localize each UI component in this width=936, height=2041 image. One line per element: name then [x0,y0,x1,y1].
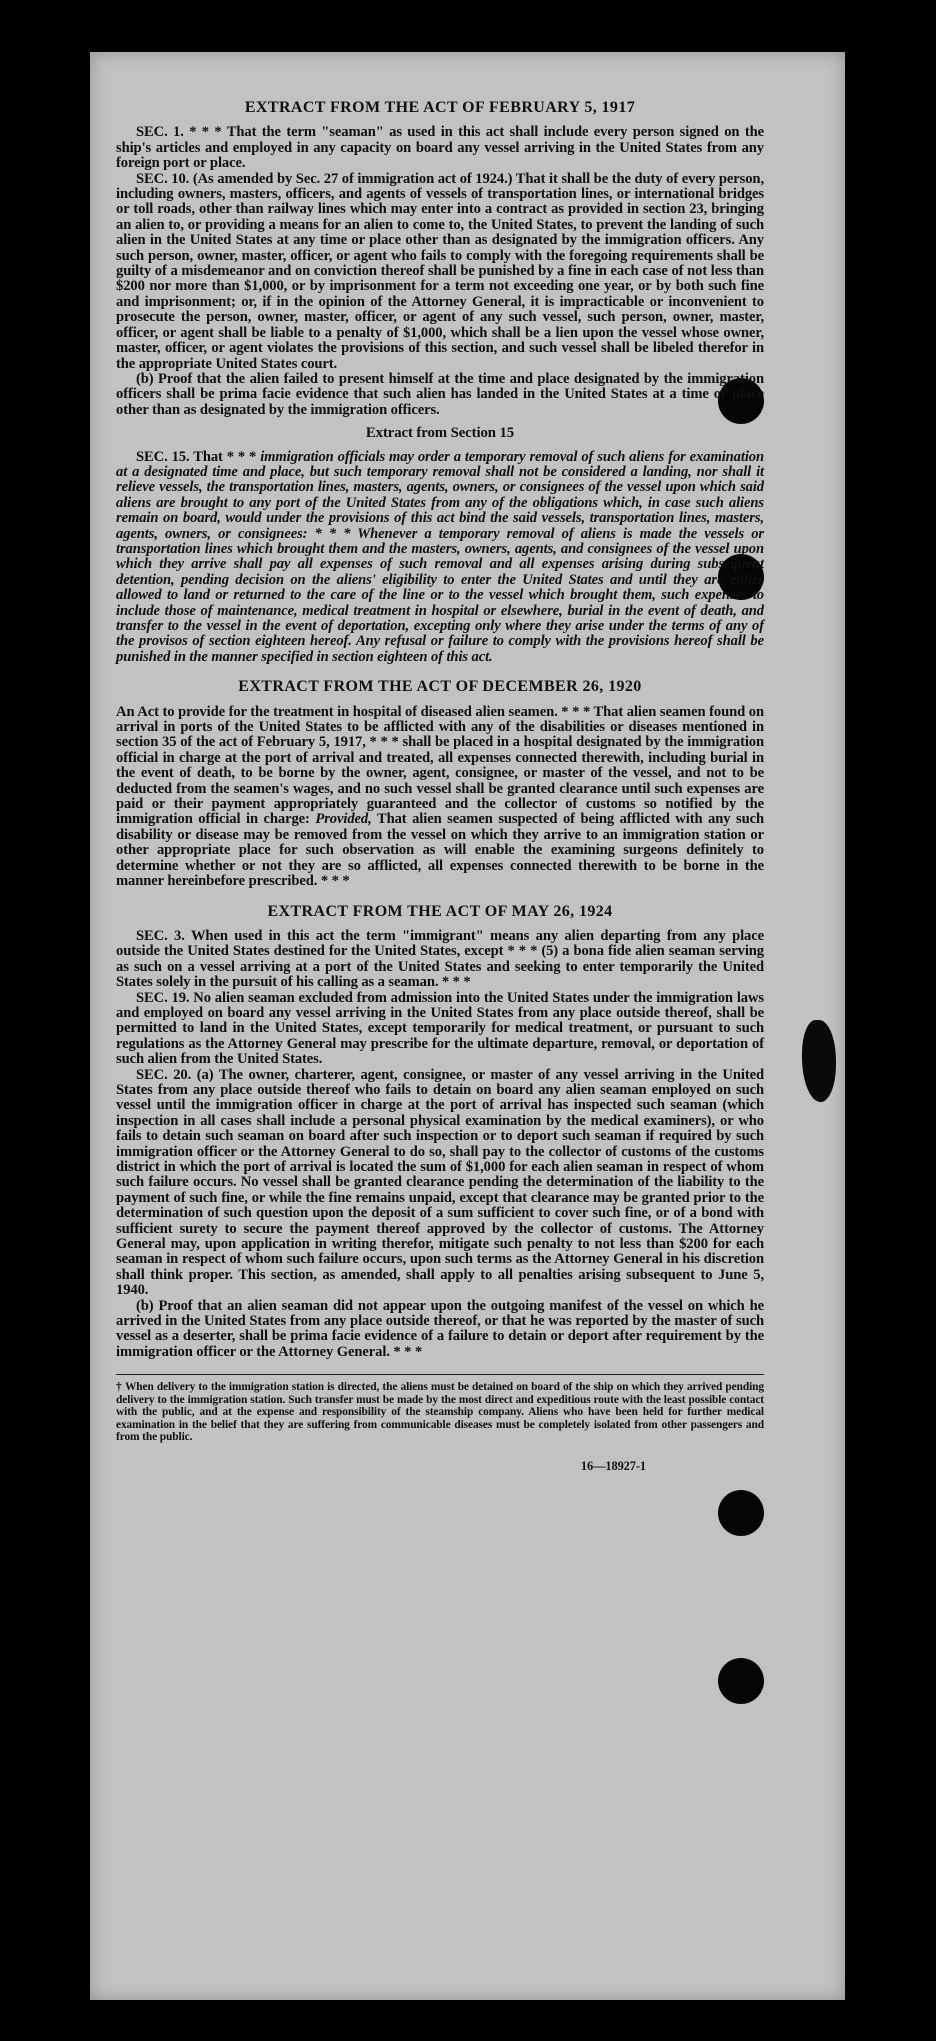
edge-tear [802,1020,836,1102]
heading-act-1917: EXTRACT FROM THE ACT OF FEBRUARY 5, 1917 [244,99,636,116]
heading-act-1924: EXTRACT FROM THE ACT OF MAY 26, 1924 [267,902,613,920]
section-15-paragraph [116,450,764,666]
section-15-italic-text: immigration officials may order a temporary removal of such aliens for examination at a designated time and place, but such temporary removal shall not be considered a landing, nor shall it relieve vessels, the transportation lines, masters, agents, owners, or consignees of the vessel upon which said aliens are brought to any port of the United States from any of the obligations which, in case such aliens remain on board, would under the provisions of this act bind the said vessels, transportation lines, masters, agents, owners, or consignees: * * * Whenever a temporary removal of aliens is made the vessels or transportation lines which brought them and the masters, owners, agents, and consignees of the vessel upon which they arrive shall pay all expenses of such removal and all expenses arising during subsequent detention, pending decision on the aliens' eligibility to enter the United States and until they are either allowed to land or returned to the care of the line or to the vessel which brought them, such expenses to include those of maintenance, medical treatment in hospital or elsewhere, burial in the event of death, and transfer to the vessel in the event of deportation, excepting only where they arise under the terms of any of the provisos of section eighteen hereof. Any refusal or failure to comply with the provisions hereof shall be punished in the manner specified in section eighteen of this act. [116,448,764,665]
section-15-lead: SEC. 15. That * * * [136,448,257,465]
section-1-paragraph: SEC. 1. * * * That the term "seaman" as used in this act shall include every person signed on the ship's articles and employed in any capacity on board any vessel arriving in the United States from any foreign port or place. [116,124,764,172]
document-text [116,96,764,1475]
heading-act-1920: EXTRACT FROM THE ACT OF DECEMBER 26, 1920 [238,678,642,696]
section-10-paragraph: SEC. 10. (As amended by Sec. 27 of immigration act of 1924.) That it shall be the duty of every person, including owners, masters, officers, and agents of vessels of transportation lines, or international bridges or toll roads, other than railway lines which may enter into a contract as provided in section 23, bringing an alien to, or providing a means for an alien to come to, the United States, to prevent the landing of such alien in the United States at any time or place other than as designated by the immigration officers. Any such person, owner, master, officer, or agent who fails to comply with the foregoing requirements shall be guilty of a misdemeanor and on conviction thereof shall be punished by a fine in each case of not less than $200 nor more than $1,000, or by imprisonment for a term not exceeding one year, or by both such fine and imprisonment; or, if in the opinion of the Attorney General, it is impracticable or inconvenient to prosecute the person, owner, master, officer, or agent of any such vessel, such person, owner, master, officer, or agent shall be liable to a penalty of $1,000, which shall be a lien upon the vessel whose owner, master, officer, or agent violates the provisions of this section, and such vessel shall be libeled therefor in the appropriate United States court. [116,170,764,372]
section-20a-paragraph: SEC. 20. (a) The owner, charterer, agent, consignee, or master of any vessel arriving in the United States from any place outside thereof who fails to detain on board any alien seaman employed on such vessel until the immigration officer in charge at the port of arrival has inspected such seaman (which inspection in all cases shall include a personal physical examination by the medical examiners), or who fails to detain such seaman on board after such inspection or to deport such seaman if required by such immigration officer or the Attorney General to do so, shall pay to the collector of customs of the customs district in which the port of arrival is located the sum of $1,000 for each alien seaman in respect of whom such failure occurs. No vessel shall be granted clearance pending the determination of the liability to the payment of such fine, or while the fine remains unpaid, except that clearance may be granted prior to the determination of such question upon the deposit of a sum sufficient to cover such fine, or of a bond with sufficient surety to secure the payment thereof approved by the collector of customs. The Attorney General may, upon application in writing therefor, mitigate such penalty to not less than $200 for each seaman in respect of whom such failure occurs, upon such terms as the Attorney General in his discretion shall think proper. This section, as amended, shall apply to all penalties arising subsequent to June 5, 1940. [116,1066,764,1299]
section-10b-paragraph: (b) Proof that the alien failed to present himself at the time and place designated by the immigration officers shall be prima facie evidence that such alien has landed in the United States at a time or place other than as designated by the immigration officers. [116,370,764,418]
section-3-paragraph: SEC. 3. When used in this act the term "immigrant" means any alien departing from any place outside the United States destined for the United States, except * * * (5) a bona fide alien seaman serving as such on a vessel arriving at a port of the United States and seeking to enter temporarily the United States solely in the pursuit of his calling as a seaman. * * * [116,927,764,991]
punch-hole [718,1490,764,1536]
footnote-divider [116,1374,764,1375]
form-number: 16—18927-1 [580,1459,646,1474]
subheading-section-15: Extract from Section 15 [365,425,515,442]
act-1920-paragraph [116,705,764,890]
act-1920-text: An Act to provide for the treatment in hospital of diseased alien seamen. * * * That alien seamen found on arrival in ports of the United States to be afflicted with any of the disabilities or diseases mentioned in section 35 of the act of February 5, 1917, * * * shall be placed in a hospital designated by the immigration official in charge at the port of arrival and treated, all expenses connected therewith, including burial in the event of death, to be borne by the owner, agent, consignee, or master of the vessel, and not to be deducted from the seamen's wages, and no such vessel shall be granted clearance until such expenses are paid or their payment appropriately guaranteed and the collector of customs so notified by the immigration official in charge: [116,703,764,828]
section-19-paragraph: SEC. 19. No alien seaman excluded from admission into the United States under the immigration laws and employed on board any vessel arriving in the United States from any place outside thereof, shall be permitted to land in the United States, except temporarily for medical treatment, or pursuant to such regulations as the Attorney General may prescribe for the ultimate departure, removal, or deportation of such alien from the United States. [116,989,764,1068]
provided-italic: Provided, [315,811,372,828]
act-1920-tail: That alien seamen suspected of being afflicted with any such disability or disease may be removed from the vessel on which they arrive to an immigration station or other appropriate place for such observation as will enable the examining surgeons definitely to determine whether or not they are so afflicted, all expenses connected therewith to be borne in the manner hereinbefore prescribed. * * * [116,811,764,890]
punch-hole [718,1658,764,1704]
footnote: † When delivery to the immigration station is directed, the aliens must be detained on board of the ship on which they arrived pending delivery to the immigration station. Such transfer must be made by the most direct and expeditious route with the least possible contact with the public, and at the expense and responsibility of the steamship company. Aliens who have been held for further medical examination in the belief that they are suffering from communicable diseases must be completely isolated from other passengers and from the public. [116,1381,764,1443]
section-20b-paragraph: (b) Proof that an alien seaman did not appear upon the outgoing manifest of the vessel on which he arrived in the United States from any place outside thereof, or that he was reported by the master of such vessel as a deserter, shall be prima facie evidence of a failure to detain or deport after requirement by the immigration officer or the Attorney General. * * * [116,1297,764,1360]
